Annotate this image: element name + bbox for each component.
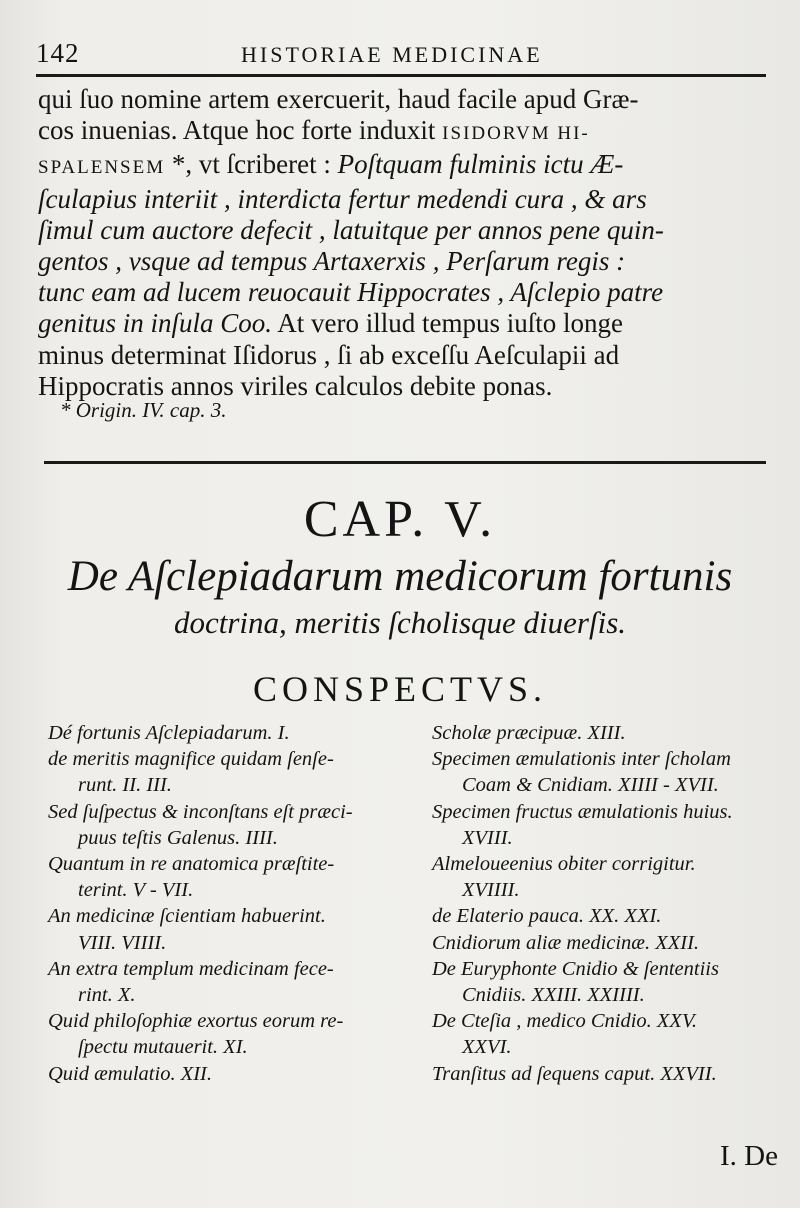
conspectus-entry-line: Quid philoſophiæ exortus eorum re- — [48, 1010, 344, 1033]
conspectus-entry-line: XVIIII. — [462, 879, 520, 902]
body-line — [38, 215, 768, 246]
conspectus-entry-line: An medicinæ ſcientiam habuerint. — [48, 905, 326, 928]
body-paragraph — [38, 84, 768, 402]
header-rule — [36, 74, 766, 77]
conspectus-entry — [432, 851, 792, 903]
conspectus-entry-line: Almeloueenius obiter corrigitur. — [432, 853, 696, 876]
conspectus-entry-line: Specimen æmulationis inter ſcholam — [432, 748, 731, 771]
conspectus-entry-line: runt. II. III. — [78, 774, 172, 797]
conspectus-entry-line: VIII. VIIII. — [78, 931, 167, 954]
conspectus-entry — [432, 930, 792, 956]
body-line — [38, 277, 768, 308]
conspectus-entry-line: Cnidiorum aliæ medicinæ. XXII. — [432, 931, 700, 954]
text-run: qui ſuo nomine artem exercuerit, haud facile apud Græ- — [38, 84, 639, 114]
text-run: Hippocratis annos viriles calculos debite ponas. — [38, 370, 553, 401]
text-run: SPALENSEM — [38, 157, 166, 179]
conspectus-entry-line: de Elaterio pauca. XX. XXI. — [432, 905, 662, 928]
conspectus-entry-line: Quantum in re anatomica præſtite- — [48, 853, 335, 876]
conspectus-entry — [432, 903, 792, 929]
conspectus-entry-line: Cnidiis. XXIII. XXIIII. — [462, 984, 645, 1007]
conspectus-entry-line: De Euryphonte Cnidio & ſententiis — [432, 957, 719, 980]
conspectus-entry-line: rint. X. — [78, 984, 136, 1007]
conspectus-entry-line: Tranſitus ad ſequens caput. XXVII. — [432, 1062, 717, 1085]
text-run: *, vt ſcriberet : — [165, 149, 338, 180]
conspectus-entry-line: Quid æmulatio. XII. — [48, 1062, 212, 1085]
conspectus-entry — [48, 1008, 428, 1060]
text-run: At vero illud tempus iuſto longe — [272, 308, 623, 339]
body-line — [38, 84, 768, 115]
conspectus-entry-line: ſpectu mutauerit. XI. — [78, 1036, 248, 1059]
conspectus-entry-line: XVIII. — [462, 826, 513, 849]
body-line — [38, 184, 768, 215]
conspectus-entry-line: Specimen fructus æmulationis huius. — [432, 800, 733, 823]
conspectus-entry — [432, 1061, 792, 1087]
conspectus-entry — [48, 720, 428, 746]
conspectus-entry-line: Scholæ præcipuæ. XIII. — [432, 722, 626, 744]
conspectus-entry-line: De Cteſia , medico Cnidio. XXV. — [432, 1010, 697, 1033]
text-run: ſimul cum auctore defecit , latuitque per annos pene quin- — [38, 214, 664, 245]
conspectus-entry-line: puus teſtis Galenus. IIII. — [78, 826, 278, 849]
footnote: * Origin. IV. cap. 3. — [60, 398, 227, 422]
text-run: gentos , vsque ad tempus Artaxerxis , Perſarum regis : — [38, 246, 626, 277]
conspectus-entry — [48, 1061, 428, 1087]
chapter-title-line-1: De Aſclepiadarum medicorum fortunis — [67, 553, 733, 600]
body-line — [38, 115, 768, 149]
text-run: Poſtquam fulminis ictu Æ- — [337, 149, 624, 180]
conspectus-entry — [432, 956, 792, 1008]
running-head — [36, 38, 766, 72]
conspectus-entry-line: XXVI. — [462, 1036, 512, 1059]
conspectus-right-column — [432, 720, 792, 1087]
body-line — [38, 340, 768, 371]
body-line — [38, 308, 768, 339]
conspectus-entry — [48, 903, 428, 955]
page-number: 142 — [36, 38, 80, 68]
conspectus-entry — [48, 851, 428, 903]
conspectus-entry-line: An extra templum medicinam fece- — [48, 957, 334, 980]
conspectus-entry — [48, 746, 428, 798]
catchword: I. De — [720, 1140, 778, 1172]
conspectus-left-column — [48, 720, 428, 1087]
section-rule — [44, 461, 766, 464]
chapter-number: CAP. V. — [303, 491, 497, 548]
text-run: genitus in inſula Coo. — [38, 308, 273, 339]
chapter-title-line-2: doctrina, meritis ſcholisque diuerſis. — [173, 605, 627, 640]
text-run: ISIDORVM HI- — [442, 123, 590, 145]
conspectus-entry — [432, 799, 792, 851]
text-run: cos inuenias. Atque hoc forte induxit — [38, 115, 443, 146]
conspectus-entry-line: Sed ſuſpectus & inconſtans eſt præci- — [48, 800, 353, 823]
text-run: tunc eam ad lucem reuocauit Hippocrates , Aſclepio patre — [38, 277, 664, 308]
text-run: minus determinat Iſidorus , ſi ab exceſſu Aeſculapii ad — [38, 339, 620, 370]
conspectus-entry-line: Coam & Cnidiam. XIIII - XVII. — [462, 774, 719, 797]
conspectus-entry — [48, 799, 428, 851]
conspectus-heading: CONSPECTVS. — [252, 669, 548, 709]
conspectus-entry-line: Dé fortunis Aſclepiadarum. I. — [48, 722, 290, 744]
conspectus-entry — [48, 956, 428, 1008]
body-line — [38, 246, 768, 277]
conspectus-entry — [432, 746, 792, 798]
conspectus-entry-line: de meritis magnifice quidam ſenſe- — [48, 748, 334, 771]
text-run: ſculapius interiit , interdicta fertur medendi cura , & ars — [38, 183, 647, 214]
body-line — [38, 149, 768, 183]
conspectus-entry-line: terint. V - VII. — [78, 879, 194, 902]
running-title: HISTORIAE MEDICINAE — [241, 42, 543, 67]
conspectus-entry — [432, 720, 792, 746]
conspectus-entry — [432, 1008, 792, 1060]
